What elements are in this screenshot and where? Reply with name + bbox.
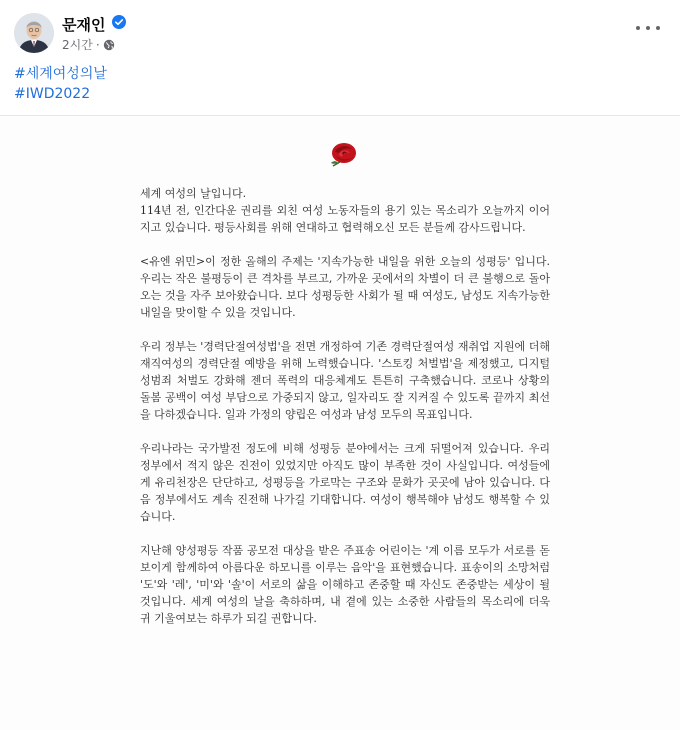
more-options-icon — [656, 26, 660, 30]
letter-text — [140, 185, 550, 644]
hashtag-list — [14, 64, 107, 104]
letter-paragraph: 우리나라는 국가발전 정도에 비해 성평등 분야에서는 크게 뒤떨어져 있습니다. 우리 정부에서 적지 않은 진전이 있었지만 아직도 많이 부족한 것이 사실입니다. 여성들에게 유리천장은 단단하고, 성평등을 가로막는 구조와 문화가 곳곳에 남아 있습니다. 다음 정부에서도 계속 진전해 나가길 기대합니다. 여성이 행복해야 남성도 행복할 수 있습니다. — [140, 442, 550, 523]
letter-image[interactable] — [0, 115, 680, 730]
meta-separator: · — [95, 37, 100, 52]
rose-icon — [327, 140, 359, 170]
post-meta — [62, 36, 115, 53]
verified-badge-icon — [112, 15, 126, 29]
letter-paragraph: 우리 정부는 '경력단절여성법'을 전면 개정하여 기존 경력단절여성 재취업 지원에 더해 재직여성의 경력단절 예방을 위해 노력했습니다. '스토킹 처벌법'을 제정했고, 디지털 성범죄 처벌도 강화해 젠더 폭력의 대응체계도 튼튼히 구축했습니다. 코로나 상황의 돌봄 공백이 여성 부담으로 가중되지 않고, 일자리도 잘 지켜질 수 있도록 끝까지 최선을 다하겠습니다. 일과 가정의 양립은 여성과 남성 모두의 목표입니다. — [140, 340, 550, 421]
avatar-portrait-icon — [14, 13, 54, 53]
more-options-button[interactable] — [636, 18, 660, 38]
hashtag-link[interactable]: #세계여성의날 — [14, 66, 107, 82]
more-options-icon — [636, 26, 640, 30]
post-timestamp[interactable]: 2시간 — [62, 38, 93, 52]
letter-paragraph: 세계 여성의 날입니다. 114년 전, 인간다운 권리를 외친 여성 노동자들의 용기 있는 목소리가 오늘까지 이어지고 있습니다. 평등사회를 위해 연대하고 협력해오신 모든 분들께 감사드립니다. — [140, 187, 550, 234]
letter-paragraph: 지난해 양성평등 작품 공모전 대상을 받은 주표송 어린이는 '계 이름 모두가 서로를 돋보이게 함께하여 아름다운 하모니를 이루는 음악'을 표현했습니다. 표송이의 소망처럼 '도'와 '레', '미'와 '솔'이 서로의 삶을 이해하고 존중할 때 자신도 존중받는 세상이 될 것입니다. 세계 여성의 날을 축하하며, 내 곁에 있는 소중한 사람들의 목소리에 더욱 귀 기울여보는 하루가 되길 권합니다. — [140, 544, 550, 625]
hashtag-link[interactable]: #IWD2022 — [14, 86, 91, 102]
avatar[interactable] — [14, 13, 54, 53]
post-header — [0, 0, 680, 60]
letter-paragraph: <유엔 위민>이 정한 올해의 주제는 '지속가능한 내일을 위한 오늘의 성평등' 입니다. 우리는 작은 불평등이 큰 격차를 부르고, 가까운 곳에서의 차별이 더 큰 불행으로 돌아오는 것을 자주 보아왔습니다. 보다 성평등한 사회가 될 때 여성도, 남성도 지속가능한 내일을 맞이할 수 있을 것입니다. — [140, 255, 550, 319]
author-name[interactable]: 문재인 — [62, 16, 106, 34]
globe-icon[interactable] — [103, 39, 115, 51]
more-options-icon — [646, 26, 650, 30]
